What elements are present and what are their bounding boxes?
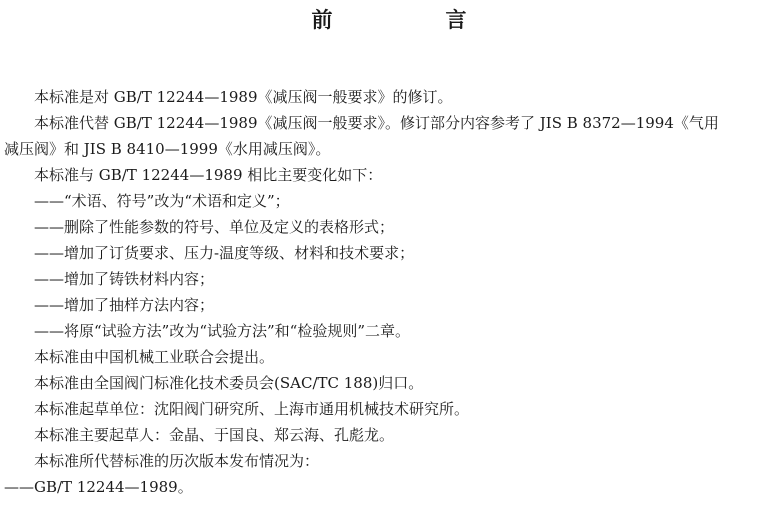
paragraph-centralized: 本标准由全国阀门标准化技术委员会(SAC/TC 188)归口。 [34,374,424,392]
page-title: 前 言 [311,8,513,32]
change-item: ——增加了订货要求、压力-温度等级、材料和技术要求； [34,244,415,262]
paragraph-drafting-units: 本标准起草单位：沈阳阀门研究所、上海市通用机械技术研究所。 [34,400,470,418]
change-item: ——删除了性能参数的符号、单位及定义的表格形式； [34,218,395,236]
document-body [4,84,774,500]
paragraph-proposer: 本标准由中国机械工业联合会提出。 [34,348,275,366]
paragraph-drafters: 本标准主要起草人：金晶、于国良、郑云海、孔彪龙。 [34,426,395,444]
history-item: ——GB/T 12244—1989。 [4,478,193,496]
change-item: ——“术语、符号”改为“术语和定义”； [34,192,290,210]
change-item: ——增加了抽样方法内容； [34,296,215,314]
paragraph-replaces-cont: 减压阀》和 JIS B 8410—1999《水用减压阀》。 [4,140,331,158]
paragraph-replaces: 本标准代替 GB/T 12244—1989《减压阀一般要求》。修订部分内容参考了 JIS B 8372—1994《气用 [34,114,719,132]
paragraph-history-intro: 本标准所代替标准的历次版本发布情况为： [34,452,320,470]
change-item: ——增加了铸铁材料内容； [34,270,215,288]
change-item: ——将原“试验方法”改为“试验方法”和“检验规则”二章。 [34,322,411,340]
paragraph-changes-intro: 本标准与 GB/T 12244—1989 相比主要变化如下： [34,166,383,184]
paragraph-revision: 本标准是对 GB/T 12244—1989《减压阀一般要求》的修订。 [34,88,453,106]
